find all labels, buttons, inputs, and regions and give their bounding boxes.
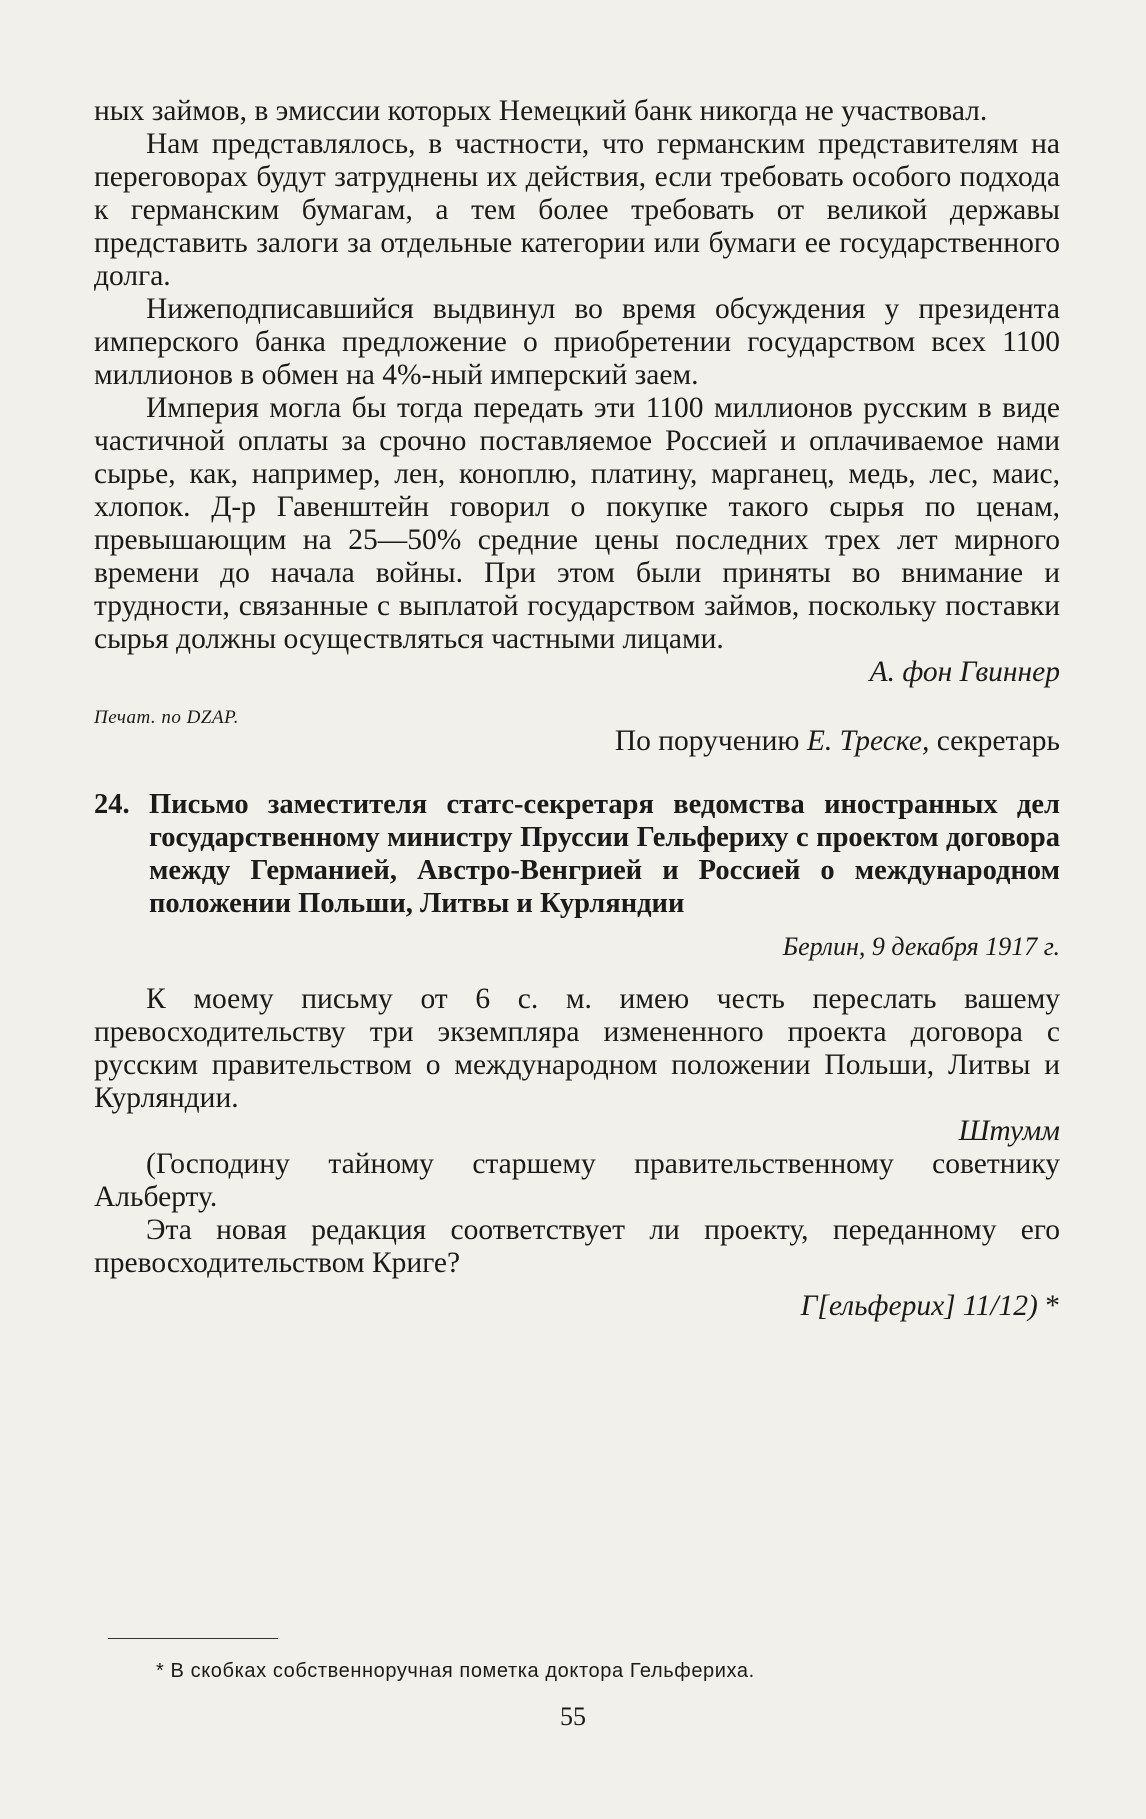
agent-suffix: секретарь (936, 725, 1060, 757)
note-signature (94, 1290, 1060, 1323)
page-body (94, 95, 1060, 1323)
signature-gwinner: А. фон Гвиннер (869, 656, 1060, 688)
document-number: 24. (94, 789, 130, 820)
paragraph: Империя могла бы тогда передать эти 1100 миллионов русским в виде частичной оплаты за срочно поставляемое Россией и оплачиваемое нами сырье, как, например, лен, коноплю, платину, марганец, медь, лес, маис, хлопок. Д-р Гавенштейн говорил о покупке такого сырья по ценам, превышающим на 25—50% средние цены последних трех лет мирного времени до начала войны. При этом были приняты во внимание и трудности, связанные с выплатой государством займов, поскольку поставки сырья должны осуществляться частными лицами. (94, 392, 1060, 655)
letter-body: К моему письму от 6 с. м. имею честь переслать вашему превосходительству три экземпляра измененного проекта договора с русским правительством о международном положении Польши, Литвы и Курляндии. (94, 983, 1060, 1114)
handwritten-note-paragraph: Эта новая редакция соответствует ли проекту, переданному его превосходительством Криге? (94, 1214, 1060, 1279)
agent-prefix: По поручению (614, 725, 800, 757)
document-title: Письмо заместителя статс-секретаря ведомства иностранных дел государственному министру Пруссии Гельфериху с проектом договора между Германией, Австро-Венгрией и Россией о международном положении Польши, Литвы и Курляндии (149, 789, 1060, 919)
document-heading (94, 788, 1060, 920)
paragraph-continuation: ных займов, в эмиссии которых Немецкий банк никогда не участвовал. (94, 95, 988, 127)
agent-line (94, 725, 1060, 758)
agent-name: Е. Треске, (806, 725, 930, 757)
paragraph: Нижеподписавшийся выдвинул во время обсуждения у президента имперского банка предложение о приобретении государством всех 1100 миллионов в обмен на 4%-ный имперский заем. (94, 293, 1060, 391)
footnote: * В скобках собственноручная пометка доктора Гельфериха. (156, 1660, 755, 1682)
note-asterisk: * (1045, 1290, 1060, 1322)
signature-stumm: Штумм (958, 1115, 1060, 1147)
page-number: 55 (560, 1702, 586, 1731)
note-signature-text: Г[ельферих] 11/12) (800, 1290, 1038, 1322)
footnote-divider (108, 1638, 278, 1639)
source-note: Печат. по DZAP. (94, 707, 239, 728)
handwritten-note-paragraph: (Господину тайному старшему правительственному советнику Альберту. (94, 1148, 1060, 1213)
paragraph: Нам представлялось, в частности, что германским представителям на переговорах будут затруднены их действия, если требовать особого подхода к германским бумагам, а тем более требовать от великой державы представить залоги за отдельные категории или бумаги ее государственного долга. (94, 128, 1060, 292)
place-date: Берлин, 9 декабря 1917 г. (782, 932, 1060, 961)
